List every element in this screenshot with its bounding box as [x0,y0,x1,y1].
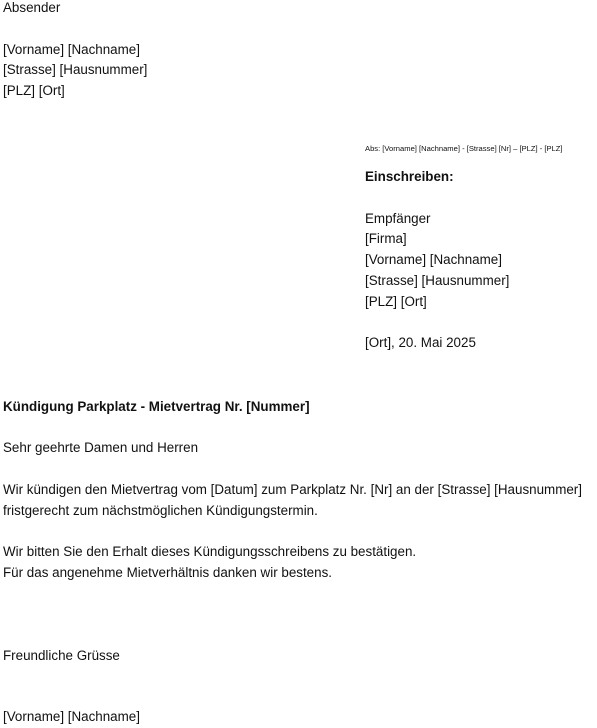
spacer [365,188,509,209]
body-paragraph-2-line-2: Für das angenehme Mietverhältnis danken wir bestens. [3,564,332,580]
registered-mail-label: Einschreiben: [365,169,454,184]
recipient-city: [PLZ] [Ort] [365,293,427,309]
recipient-heading: Empfänger [365,210,431,226]
closing-line: Freundliche Grüsse [3,648,120,663]
body-paragraph-1 [3,480,582,522]
place-date: [Ort], 20. Mai 2025 [365,335,476,351]
spacer [3,19,147,40]
spacer [365,313,509,334]
sender-block [3,0,147,102]
recipient-name: [Vorname] [Nachname] [365,252,502,268]
body-paragraph-1-line-1: Wir kündigen den Mietvertrag vom [Datum] zum Parkplatz Nr. [Nr] an der [Strasse] [Hausnummer] [3,482,582,497]
recipient-street: [Strasse] [Hausnummer] [365,272,510,288]
body-paragraph-2 [3,542,416,584]
sender-name: [Vorname] [Nachname] [3,41,140,57]
sender-city: [PLZ] [Ort] [3,83,65,99]
recipient-company: [Firma] [365,231,407,247]
salutation: Sehr geehrte Damen und Herren [3,440,199,455]
body-paragraph-1-line-2: fristgerecht zum nächstmöglichen Kündigungstermin. [3,502,318,518]
sender-street: [Strasse] [Hausnummer] [3,62,148,78]
signature-name: [Vorname] [Nachname] [3,709,140,724]
body-paragraph-2-line-1: Wir bitten Sie den Erhalt dieses Kündigungsschreibens zu bestätigen. [3,544,417,559]
letter-subject: Kündigung Parkplatz - Mietvertrag Nr. [Nummer] [3,399,310,414]
sender-heading: Absender [3,0,61,15]
return-address-line: Abs: [Vorname] [Nachname] - [Strasse] [Nr] – [PLZ] - [PLZ] [365,144,563,153]
recipient-block [365,167,509,354]
